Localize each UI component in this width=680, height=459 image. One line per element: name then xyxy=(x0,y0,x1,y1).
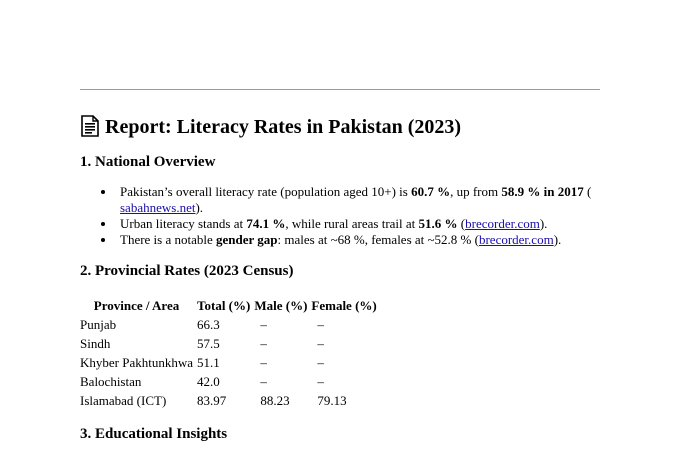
cell-total: 51.1 xyxy=(197,354,220,370)
cell-female: – xyxy=(317,335,324,351)
provincial-rates-table xyxy=(78,296,379,410)
report-title xyxy=(80,113,461,145)
bullet-text: , up from xyxy=(450,184,502,199)
section-heading-provincial-rates: 2. Provincial Rates (2023 Census) xyxy=(80,263,294,279)
list-item xyxy=(80,184,620,216)
horizontal-rule xyxy=(80,89,600,90)
section-heading-national-overview: 1. National Overview xyxy=(80,154,216,170)
bullet-text: Pakistan’s overall literacy rate (population aged 10+) is xyxy=(120,184,412,199)
list-item xyxy=(80,232,620,248)
cell-total: 42.0 xyxy=(197,373,220,389)
table-header-row xyxy=(78,296,379,315)
cell-total: 57.5 xyxy=(197,335,220,351)
table-row xyxy=(78,315,379,334)
cell-total: 83.97 xyxy=(197,392,227,408)
bullet-highlight: 74.1 % xyxy=(246,216,286,231)
bullet-highlight: 51.6 % xyxy=(418,216,458,231)
table-row xyxy=(78,391,379,410)
national-overview-list xyxy=(80,184,620,248)
bullet-text: ). xyxy=(539,216,548,231)
bullet-text: ). xyxy=(553,232,562,247)
cell-province: Khyber Pakhtunkhwa xyxy=(80,354,194,370)
cell-male: – xyxy=(260,354,267,370)
bullet-text: , while rural areas trail at xyxy=(285,216,419,231)
bullet-text: ( xyxy=(583,184,592,199)
bullet-highlight: 60.7 % xyxy=(411,184,451,199)
list-item xyxy=(80,216,620,232)
bullet-text: Urban literacy stands at xyxy=(120,216,247,231)
column-header-male: Male (%) xyxy=(254,297,308,313)
cell-male: – xyxy=(260,373,267,389)
cell-total: 66.3 xyxy=(197,316,220,332)
cell-province: Sindh xyxy=(80,335,111,351)
cell-female: – xyxy=(317,354,324,370)
bullet-highlight: gender gap xyxy=(216,232,278,247)
column-header-female: Female (%) xyxy=(311,297,377,313)
bullet-text: There is a notable xyxy=(120,232,217,247)
document-icon xyxy=(80,115,100,145)
report-title-text: Report: Literacy Rates in Pakistan (2023) xyxy=(105,116,462,138)
cell-male: – xyxy=(260,335,267,351)
cell-female: – xyxy=(317,316,324,332)
cell-male: – xyxy=(260,316,267,332)
cell-province: Punjab xyxy=(80,316,117,332)
bullet-text: : males at ~68 %, females at ~52.8 % ( xyxy=(277,232,479,247)
table-row xyxy=(78,353,379,372)
source-link-sabahnews[interactable]: sabahnews.net xyxy=(120,200,196,215)
column-header-total: Total (%) xyxy=(197,297,251,313)
cell-female: 79.13 xyxy=(317,392,347,408)
section-heading-educational-insights: 3. Educational Insights xyxy=(80,426,228,442)
table-row xyxy=(78,372,379,391)
cell-province: Balochistan xyxy=(80,373,142,389)
cell-male: 88.23 xyxy=(260,392,290,408)
source-link-brecorder[interactable]: brecorder.com xyxy=(465,216,540,231)
cell-province: Islamabad (ICT) xyxy=(80,392,167,408)
bullet-text: ( xyxy=(457,216,466,231)
bullet-text: ). xyxy=(195,200,204,215)
cell-female: – xyxy=(317,373,324,389)
table-row xyxy=(78,334,379,353)
bullet-highlight: 58.9 % in 2017 xyxy=(501,184,584,199)
source-link-brecorder[interactable]: brecorder.com xyxy=(478,232,554,247)
column-header-province: Province / Area xyxy=(93,297,180,313)
